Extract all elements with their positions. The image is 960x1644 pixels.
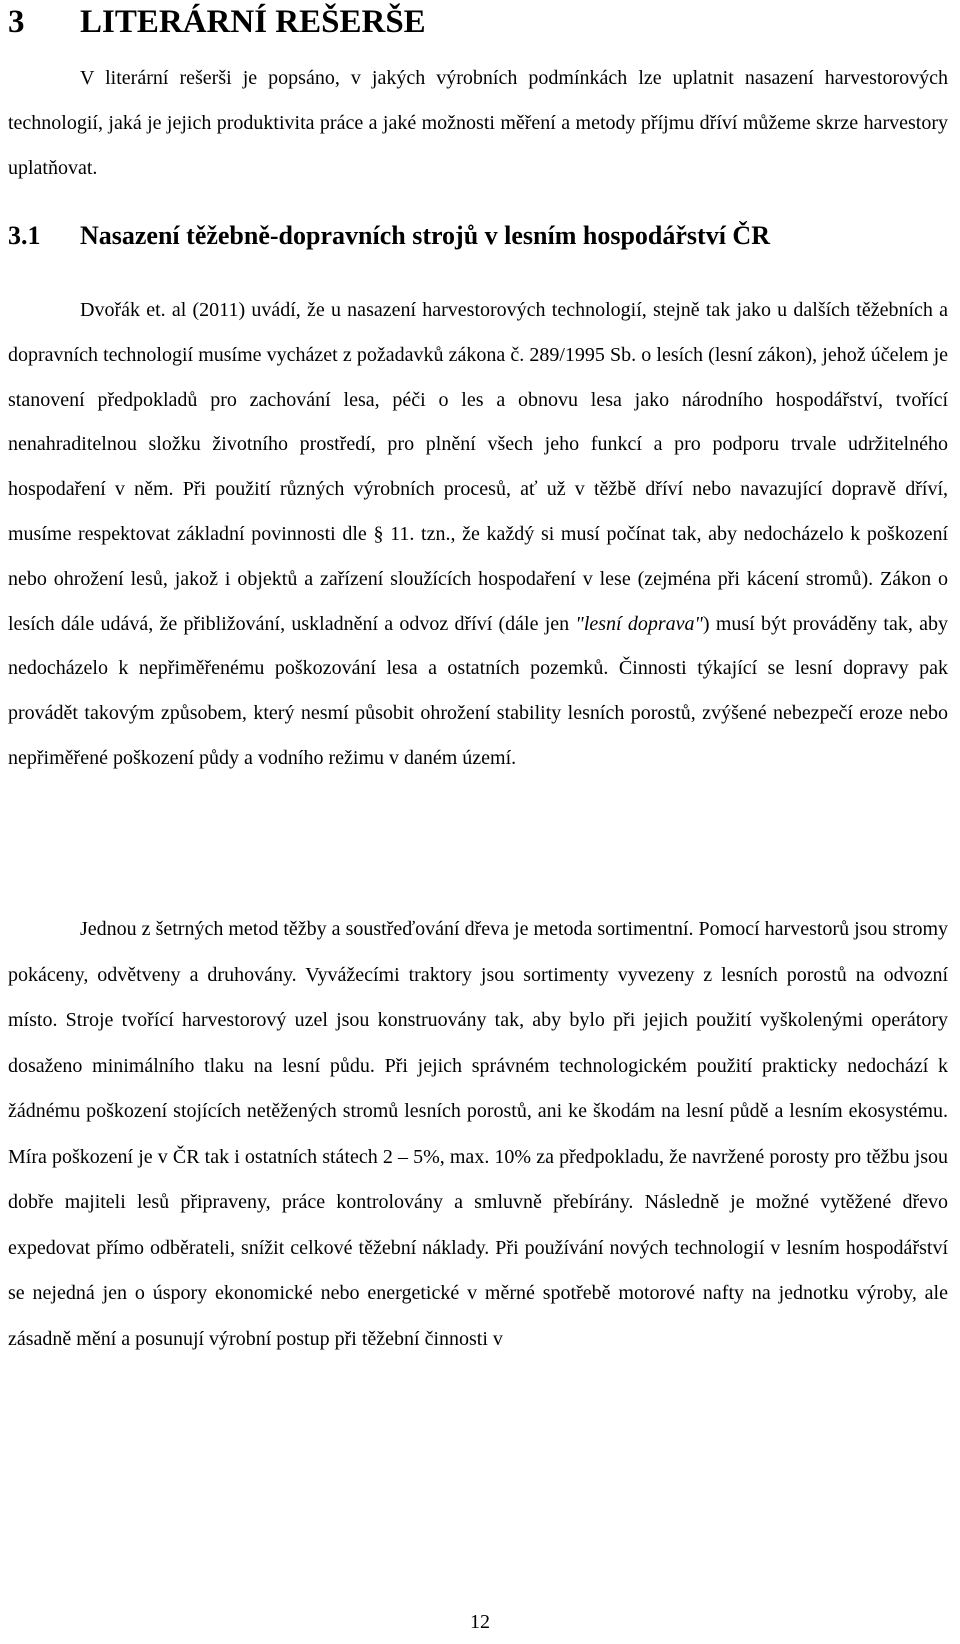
intro-paragraph: V literární rešerši je popsáno, v jakých výrobních podmínkách lze uplatnit nasazení harvestorových technologií, jaká je jejich produktivita práce a jaké možnosti měření a metody příjmu dříví můžeme skrze harvestory uplatňovat. — [8, 67, 948, 179]
paragraph-text-part2: ) musí být prováděny tak, aby nedocházelo k nepřiměřenému poškozování lesa a ostatních pozemků. Činnosti týkající se lesní dopravy pak provádět takovým způsobem, který nesmí působit ohrožení stability lesních porostů, zvýšené nebezpečí eroze nebo nepřiměřené poškození půdy a vodního režimu v daném území. — [8, 612, 948, 769]
page-number: 12 — [470, 1611, 490, 1633]
body-paragraph-method: Jednou z šetrných metod těžby a soustřeďování dřeva je metoda sortimentní. Pomocí harvestorů jsou stromy pokáceny, odvětveny a druhovány. Vyvážecími traktory jsou sortimenty vyvezeny z lesních porostů na odvozní místo. Stroje tvořící harvestorový uzel jsou konstruovány tak, aby bylo při jejich použití vyškolenými operátory dosaženo minimálního tlaku na lesní půdu. Při jejich správném technologickém použití prakticky nedochází k žádnému poškození stojících netěžených stromů lesních porostů, ani ke škodám na lesní půdě a lesním ekosystému. Míra poškození je v ČR tak i ostatních státech 2 – 5%, max. 10% za předpokladu, že navržené porosty pro těžbu jsou dobře majiteli lesů připraveny, práce kontrolovány a smluvně přebírány. Následně je možné vytěžené dřevo expedovat přímo odběrateli, snížit celkové těžební náklady. Při používání nových technologií v lesním hospodářství se nejedná jen o úspory ekonomické nebo energetické v měrné spotřebě motorové nafty na jednotku výroby, ale zásadně mění a posunují výrobní postup při těžební činnosti v — [8, 918, 948, 1350]
chapter-number: 3 — [8, 4, 25, 40]
body-paragraph-legal — [8, 288, 948, 781]
chapter-title: LITERÁRNÍ REŠERŠE — [80, 4, 426, 40]
italic-term: "lesní doprava" — [575, 612, 703, 635]
section-title: Nasazení těžebně-dopravních strojů v lesním hospodářství ČR — [80, 221, 770, 250]
section-number: 3.1 — [8, 221, 41, 250]
paragraph-text-part1: Dvořák et. al (2011) uvádí, že u nasazení harvestorových technologií, stejně tak jako u dalších těžebních a dopravních technologií musíme vycházet z požadavků zákona č. 289/1995 Sb. o lesích (lesní zákon), jehož účelem je stanovení předpokladů pro zachování lesa, péči o les a obnovu lesa jako národního hospodářství, tvořící nenahraditelnou složku životního prostředí, pro plnění všech jeho funkcí a pro podporu trvale udržitelného hospodaření v něm. Při použití různých výrobních procesů, ať už v těžbě dříví nebo navazující dopravě dříví, musíme respektovat základní povinnosti dle § 11. tzn., že každý si musí počínat tak, aby nedocházelo k poškození nebo ohrožení lesů, jakož i objektů a zařízení sloužících hospodaření v lese (zejména při kácení stromů). Zákon o lesích dále udává, že přibližování, uskladnění a odvoz dříví (dále jen — [8, 299, 948, 635]
chapter-heading — [8, 0, 948, 44]
section-heading — [8, 216, 948, 256]
